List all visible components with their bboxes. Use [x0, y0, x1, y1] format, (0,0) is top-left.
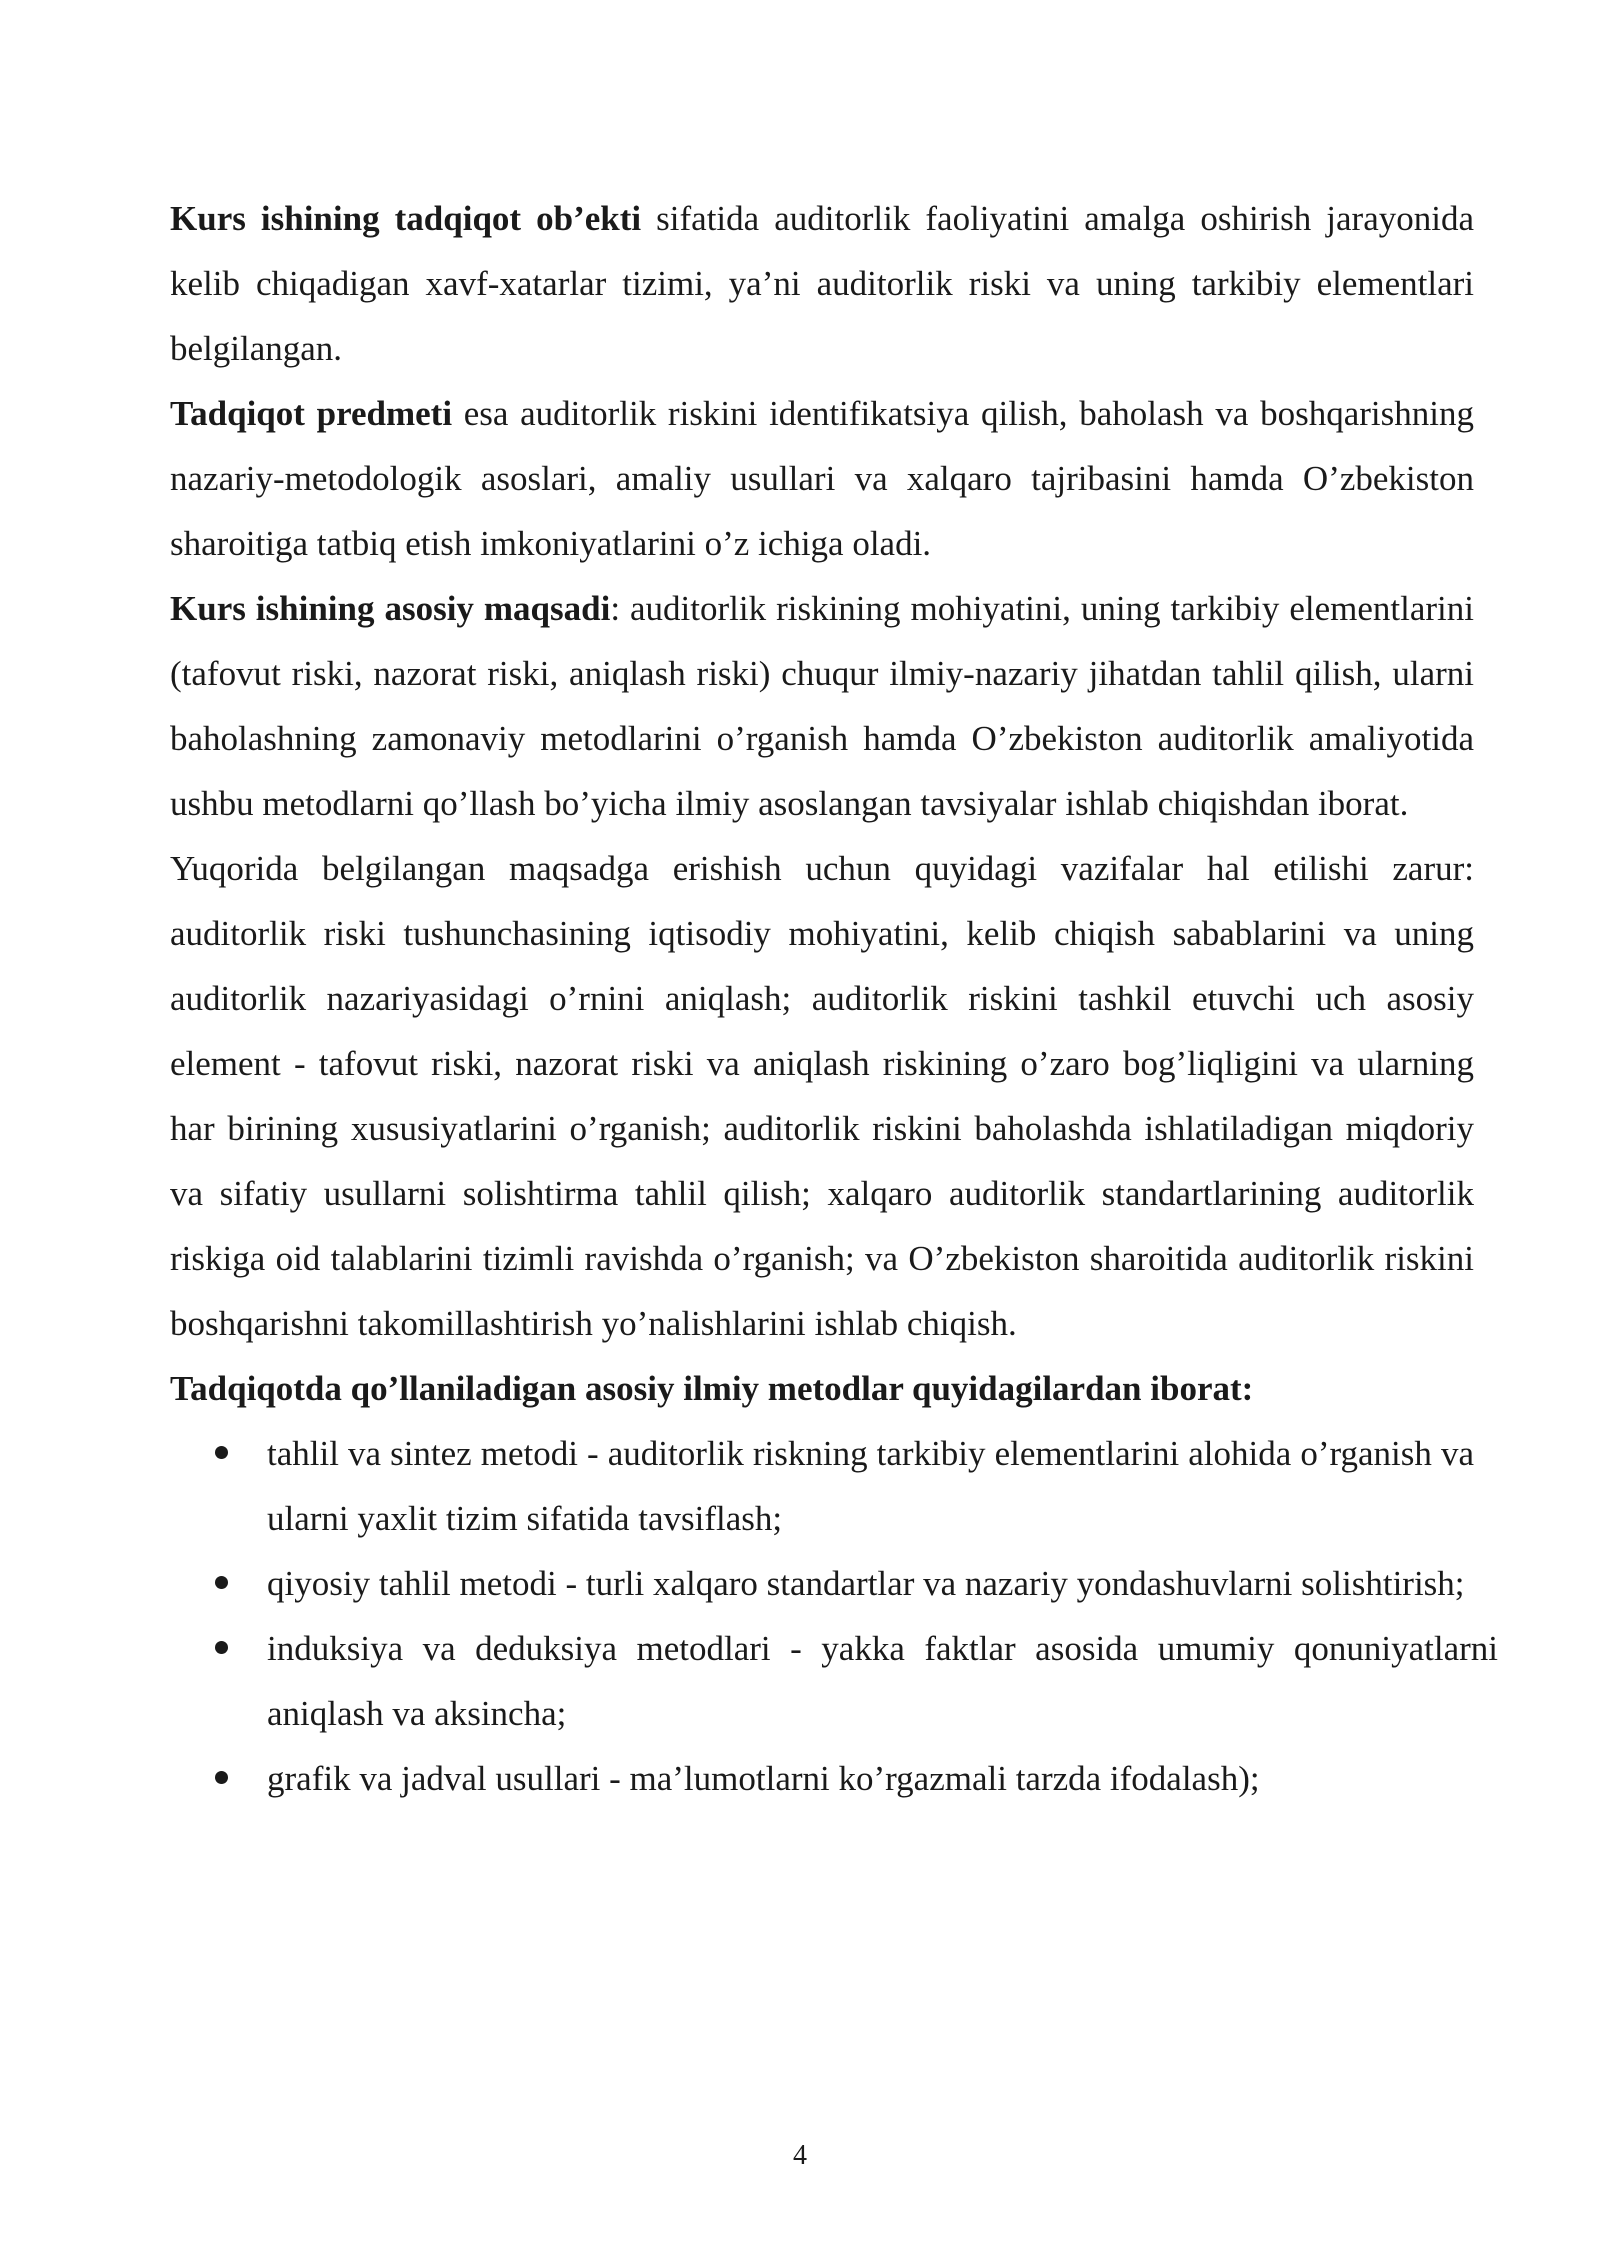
- bullet-icon: [215, 1576, 228, 1589]
- page-number: 4: [793, 2140, 807, 2171]
- paragraph-research-subject: [170, 381, 1474, 576]
- bullet-icon: [215, 1641, 228, 1654]
- paragraph-text: sifatida auditorlik faoliyatini amalga oshirish jarayonida kelib chiqadigan xavf-xatarlar tizimi, ya’ni auditorlik riski va uning tarkibiy elementlari belgilangan.: [170, 199, 1474, 368]
- list-item: [170, 1551, 1474, 1616]
- list-item-text: tahlil va sintez metodi - auditorlik riskning tarkibiy elementlarini alohida o’rganish va ularni yaxlit tizim sifatida tavsiflash;: [267, 1434, 1474, 1538]
- bullet-icon: [215, 1771, 228, 1784]
- section-heading: Tadqiqotda qo’llaniladigan asosiy ilmiy metodlar quyidagilardan iborat:: [170, 1369, 1254, 1408]
- paragraph-text: esa auditorlik riskini identifikatsiya qilish, baholash va boshqarishning nazariy-metodologik asoslari, amaliy usullari va xalqaro tajribasini hamda O’zbekiston sharoitiga tatbiq etish imkoniyatlarini o’z ichiga oladi.: [170, 394, 1474, 563]
- paragraph-text: : auditorlik riskining mohiyatini, uning tarkibiy elementlarini (tafovut riski, nazorat riski, aniqlash riski) chuqur ilmiy-nazariy jihatdan tahlil qilish, ularni baholashning zamonaviy metodlarini o’rganish hamda O’zbekiston auditorlik amaliyotida ushbu metodlarni qo’llash bo’yicha ilmiy asoslangan tavsiyalar ishlab chiqishdan iborat.: [170, 589, 1474, 823]
- paragraph-main-goal: [170, 576, 1474, 836]
- list-item-text: induksiya va deduksiya metodlari - yakka faktlar asosida umumiy qonuniyatlarni aniqlash va aksincha;: [267, 1629, 1498, 1733]
- paragraph-research-object: [170, 186, 1474, 381]
- paragraph-lead: Kurs ishining asosiy maqsadi: [170, 589, 611, 628]
- paragraph-lead: Kurs ishining tadqiqot ob’ekti: [170, 199, 642, 238]
- methods-list: [170, 1421, 1498, 1811]
- list-item-text: grafik va jadval usullari - ma’lumotlarni ko’rgazmali tarzda ifodalash);: [267, 1759, 1260, 1798]
- paragraph-text: Yuqorida belgilangan maqsadga erishish uchun quyidagi vazifalar hal etilishi zarur: auditorlik riski tushunchasining iqtisodiy mohiyatini, kelib chiqish sabablarini va uning auditorlik nazariyasidagi o’rnini aniqlash; auditorlik riskini tashkil etuvchi uch asosiy element - tafovut riski, nazorat riski va aniqlash riskining o’zaro bog’liqligini va ularning har birining xususiyatlarini o’rganish; auditorlik riskini baholashda ishlatiladigan miqdoriy va sifatiy usullarni solishtirma tahlil qilish; xalqaro auditorlik standartlarining auditorlik riskiga oid talablarini tizimli ravishda o’rganish; va O’zbekiston sharoitida auditorlik riskini boshqarishni takomillashtirish yo’nalishlarini ishlab chiqish.: [170, 849, 1474, 1343]
- paragraph-lead: Tadqiqot predmeti: [170, 394, 453, 433]
- paragraph-methods-heading: [170, 1356, 1474, 1421]
- bullet-icon: [215, 1446, 228, 1459]
- paragraph-tasks: [170, 836, 1474, 1356]
- list-item: [170, 1746, 1474, 1811]
- list-item: [170, 1421, 1474, 1551]
- list-item-text: qiyosiy tahlil metodi - turli xalqaro standartlar va nazariy yondashuvlarni solishtirish;: [267, 1564, 1465, 1603]
- document-page: [170, 186, 1498, 1811]
- list-item: [170, 1616, 1498, 1746]
